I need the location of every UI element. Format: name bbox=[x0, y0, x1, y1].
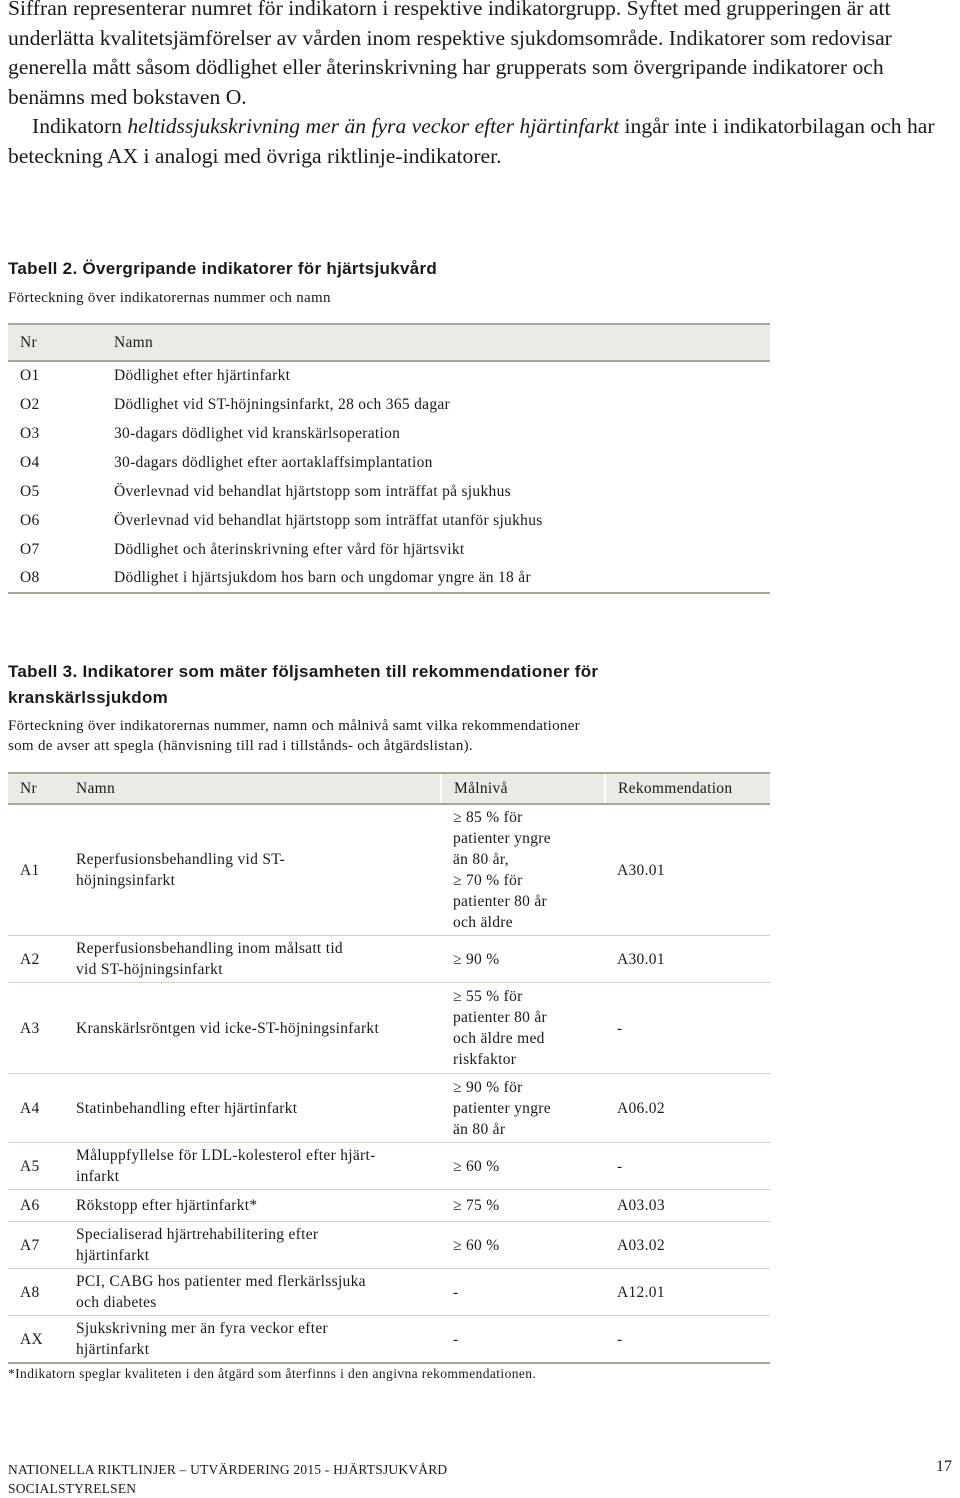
table2-caption: Tabell 2. Övergripande indikatorer för hjärtsjukvård bbox=[8, 259, 438, 278]
table3-header-rekommendation: Rekommendation bbox=[605, 773, 770, 804]
table3-namn-line: Sjukskrivning mer än fyra veckor efter bbox=[76, 1320, 328, 1337]
table2-header-namn: Namn bbox=[102, 324, 770, 361]
table3-mal-line: ≥ 90 % bbox=[453, 950, 500, 968]
table3-cell-malniva bbox=[441, 1074, 605, 1143]
table2-cell-namn: Överlevnad vid behandlat hjärtstopp som inträffat på sjukhus bbox=[114, 482, 511, 500]
table3-cell-nr: A1 bbox=[8, 804, 64, 936]
table3-mal-line: ≥ 90 % för bbox=[453, 1078, 523, 1096]
table3-cell-rekommendation: - bbox=[605, 1316, 770, 1364]
table-row bbox=[8, 535, 770, 564]
table2-cell-nr: O3 bbox=[20, 424, 40, 442]
table3-namn-line: höjningsinfarkt bbox=[76, 872, 176, 889]
table2-cell-namn: Överlevnad vid behandlat hjärtstopp som inträffat utanför sjukhus bbox=[114, 511, 543, 529]
table3-mal-line: ≥ 85 % för bbox=[453, 809, 523, 826]
table3-mal-line: patienter 80 år bbox=[453, 1009, 548, 1026]
table3-cell-namn bbox=[64, 983, 441, 1074]
table2-cell-nr: O5 bbox=[20, 482, 40, 500]
table2-cell-namn: 30-dagars dödlighet vid kranskärlsoperation bbox=[114, 424, 401, 442]
table3-mal-line: ≥ 75 % bbox=[453, 1197, 500, 1214]
table3-namn-line: Rökstopp efter hjärtinfarkt* bbox=[76, 1197, 258, 1214]
table3-cell-rekommendation: A30.01 bbox=[605, 804, 770, 936]
table3-caption-line2: kranskärlssjukdom bbox=[8, 688, 169, 707]
table2-cell-nr: O4 bbox=[20, 453, 40, 471]
table3-cell-nr: A8 bbox=[8, 1269, 64, 1316]
table3 bbox=[8, 772, 770, 1364]
table3-cell-namn bbox=[64, 1143, 441, 1190]
table3-cell-nr: A5 bbox=[8, 1143, 64, 1190]
table3-cell-malniva bbox=[441, 983, 605, 1074]
table3-mal-line: - bbox=[453, 1283, 459, 1301]
table3-cell-rekommendation: A12.01 bbox=[605, 1269, 770, 1316]
table3-cell-rekommendation: A03.03 bbox=[605, 1190, 770, 1222]
table3-mal-line: och äldre med bbox=[453, 1030, 545, 1047]
table3-namn-line: Reperfusionsbehandling vid ST- bbox=[76, 851, 286, 868]
table2-header-row bbox=[8, 324, 770, 361]
table-row bbox=[8, 1222, 770, 1269]
table3-cell-rekommendation: A06.02 bbox=[605, 1074, 770, 1143]
table-row bbox=[8, 1190, 770, 1222]
table3-namn-line: Kranskärlsröntgen vid icke-ST-höjningsinfarkt bbox=[76, 1019, 380, 1037]
table3-cell-rekommendation: A30.01 bbox=[605, 936, 770, 983]
table3-namn-line: Reperfusionsbehandling inom målsatt tid bbox=[76, 940, 343, 957]
table3-caption-line1: Tabell 3. Indikatorer som mäter följsamheten till rekommendationer för bbox=[8, 662, 599, 681]
table3-mal-line: riskfaktor bbox=[453, 1051, 517, 1068]
table2-cell-namn: Dödlighet i hjärtsjukdom hos barn och ungdomar yngre än 18 år bbox=[114, 569, 531, 586]
intro-paragraph-2 bbox=[8, 112, 958, 171]
table3-caption bbox=[8, 659, 598, 711]
table3-cell-namn bbox=[64, 1269, 441, 1316]
table2-header-nr: Nr bbox=[8, 324, 102, 361]
table2 bbox=[8, 323, 770, 594]
table3-mal-line: patienter yngre bbox=[453, 1099, 551, 1117]
table3-cell-malniva bbox=[441, 1269, 605, 1316]
table3-cell-malniva bbox=[441, 1316, 605, 1364]
table2-cell-nr: O6 bbox=[20, 511, 40, 529]
table-row bbox=[8, 477, 770, 506]
table3-namn-line: hjärtinfarkt bbox=[76, 1247, 150, 1264]
table3-cell-malniva bbox=[441, 1143, 605, 1190]
table3-header-malniva: Målnivå bbox=[441, 773, 605, 804]
table-row bbox=[8, 419, 770, 448]
table-row bbox=[8, 506, 770, 535]
table-row bbox=[8, 1269, 770, 1316]
table-row bbox=[8, 1143, 770, 1190]
table2-cell-namn: Dödlighet vid ST-höjningsinfarkt, 28 och 365 dagar bbox=[114, 395, 451, 413]
table3-mal-line: än 80 år bbox=[453, 1120, 506, 1138]
intro-p2-italic: heltidssjukskrivning mer än fyra veckor efter hjärtinfarkt bbox=[127, 114, 620, 138]
table2-cell-namn: 30-dagars dödlighet efter aortaklaffsimplantation bbox=[114, 453, 433, 471]
page-number: 17 bbox=[936, 1458, 952, 1475]
intro-p2-end: ingår inte i indikatorbilagan och har beteckning AX i analogi med övriga riktlinje-indikatorer. bbox=[8, 114, 935, 168]
table3-cell-namn bbox=[64, 1074, 441, 1143]
intro-p2-start: Indikatorn bbox=[32, 114, 128, 138]
table-row bbox=[8, 448, 770, 477]
table2-cell-nr: O7 bbox=[20, 540, 40, 558]
table3-namn-line: PCI, CABG hos patienter med flerkärlssjuka bbox=[76, 1273, 366, 1290]
table3-mal-line: patienter yngre bbox=[453, 830, 551, 847]
table2-cell-nr: O8 bbox=[20, 569, 40, 586]
table3-footnote: *Indikatorn speglar kvaliteten i den åtgärd som återfinns i den angivna rekommendationen. bbox=[8, 1366, 537, 1381]
table3-namn-line: Måluppfyllelse för LDL-kolesterol efter hjärt- bbox=[76, 1147, 376, 1164]
table3-cell-namn bbox=[64, 804, 441, 936]
table3-namn-line: Specialiserad hjärtrehabilitering efter bbox=[76, 1226, 319, 1243]
table3-cell-nr: A7 bbox=[8, 1222, 64, 1269]
table3-header-row bbox=[8, 773, 770, 804]
table3-mal-line: patienter 80 år bbox=[453, 893, 548, 910]
intro-text bbox=[8, 0, 958, 171]
table2-cell-nr: O2 bbox=[20, 395, 40, 413]
table3-cell-malniva bbox=[441, 1190, 605, 1222]
intro-paragraph-1: Siffran representerar numret för indikatorn i respektive indikatorgrupp. Syftet med grupperingen är att underlätta kvalitetsjämförelser av vården inom respektive sjukdomsområde. Indikatorer som redovisar generella mått såsom dödlighet eller återinskrivning har grupperats som övergripande indikatorer och benämns med bokstaven O. bbox=[8, 0, 892, 109]
table3-cell-nr: A3 bbox=[8, 983, 64, 1074]
table-row bbox=[8, 804, 770, 936]
table-row bbox=[8, 361, 770, 390]
table-row bbox=[8, 564, 770, 593]
table3-cell-malniva bbox=[441, 1222, 605, 1269]
table3-mal-line: än 80 år, bbox=[453, 851, 509, 868]
table3-mal-line: ≥ 70 % för bbox=[453, 872, 523, 889]
table-row bbox=[8, 1074, 770, 1143]
table3-namn-line: Statinbehandling efter hjärtinfarkt bbox=[76, 1099, 298, 1117]
table3-mal-line: ≥ 60 % bbox=[453, 1157, 500, 1175]
table-row bbox=[8, 936, 770, 983]
table-row bbox=[8, 1316, 770, 1364]
table3-header-namn: Namn bbox=[64, 773, 441, 804]
table3-cell-nr: A4 bbox=[8, 1074, 64, 1143]
table3-mal-line: och äldre bbox=[453, 914, 513, 931]
table3-cell-nr: AX bbox=[8, 1316, 64, 1364]
table3-cell-rekommendation: - bbox=[605, 983, 770, 1074]
table3-cell-namn bbox=[64, 1222, 441, 1269]
table3-header-nr: Nr bbox=[8, 773, 64, 804]
table3-namn-line: vid ST-höjningsinfarkt bbox=[76, 961, 223, 978]
table2-cell-nr: O1 bbox=[20, 367, 40, 384]
footer-publisher: SOCIALSTYRELSEN bbox=[8, 1481, 137, 1496]
table3-cell-rekommendation: - bbox=[605, 1143, 770, 1190]
table3-cell-namn bbox=[64, 936, 441, 983]
table3-cell-namn bbox=[64, 1190, 441, 1222]
table3-subtitle-line2: som de avser att spegla (hänvisning till rad i tillstånds- och åtgärdslistan). bbox=[8, 738, 473, 754]
table3-mal-line: - bbox=[453, 1330, 459, 1348]
table2-cell-namn: Dödlighet efter hjärtinfarkt bbox=[114, 367, 291, 384]
table3-cell-malniva bbox=[441, 936, 605, 983]
table-row bbox=[8, 390, 770, 419]
table3-subtitle-line1: Förteckning över indikatorernas nummer, namn och målnivå samt vilka rekommendationer bbox=[8, 718, 580, 734]
table3-mal-line: ≥ 60 % bbox=[453, 1236, 500, 1254]
table3-namn-line: hjärtinfarkt bbox=[76, 1341, 150, 1358]
table3-cell-nr: A2 bbox=[8, 936, 64, 983]
table2-subtitle: Förteckning över indikatorernas nummer och namn bbox=[8, 290, 331, 306]
table3-cell-nr: A6 bbox=[8, 1190, 64, 1222]
footer-title: NATIONELLA RIKTLINJER – UTVÄRDERING 2015 - HJÄRTSJUKVÅRD bbox=[8, 1462, 448, 1477]
table3-subtitle bbox=[8, 716, 580, 756]
table-row bbox=[8, 983, 770, 1074]
table3-namn-line: infarkt bbox=[76, 1168, 120, 1185]
table3-namn-line: och diabetes bbox=[76, 1294, 157, 1311]
table3-cell-malniva bbox=[441, 804, 605, 936]
table3-mal-line: ≥ 55 % för bbox=[453, 988, 523, 1005]
table2-cell-namn: Dödlighet och återinskrivning efter vård för hjärtsvikt bbox=[114, 540, 465, 558]
table3-cell-namn bbox=[64, 1316, 441, 1364]
page-footer bbox=[8, 1460, 447, 1498]
table3-cell-rekommendation: A03.02 bbox=[605, 1222, 770, 1269]
